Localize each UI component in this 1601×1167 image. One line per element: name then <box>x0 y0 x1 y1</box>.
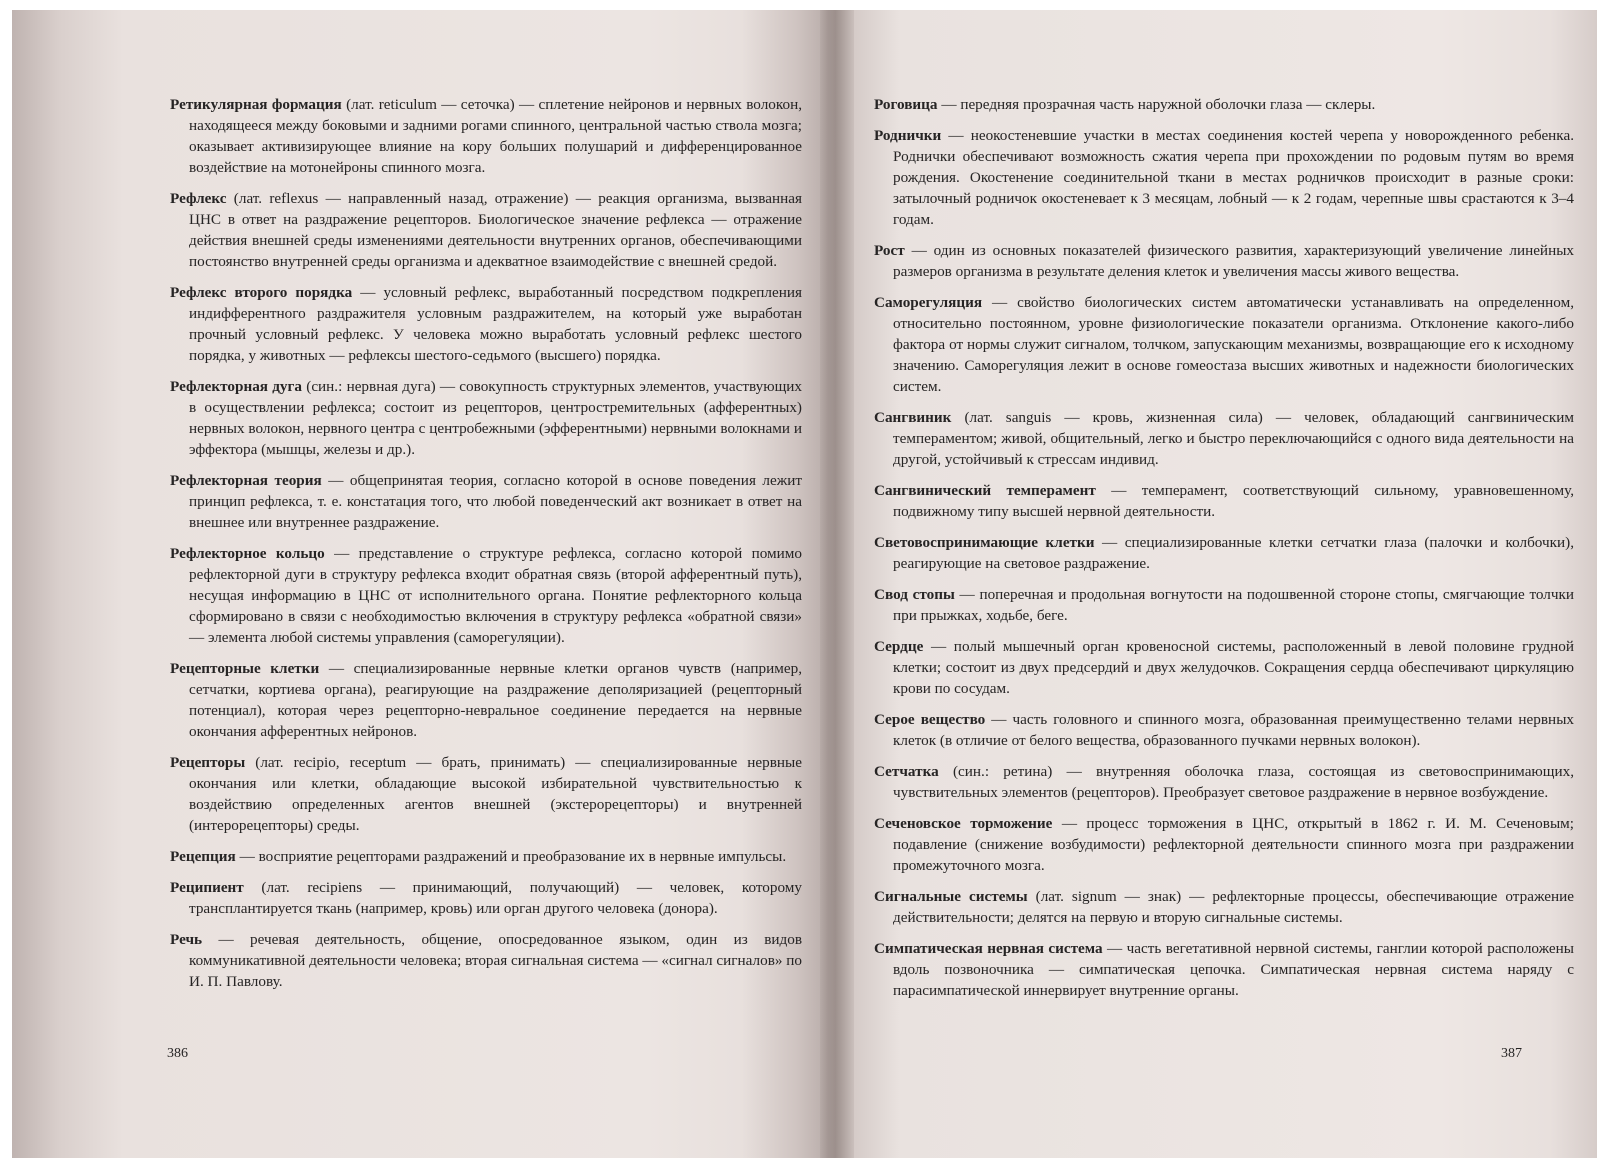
glossary-entry <box>874 813 1574 876</box>
entry-body: (лат. sanguis — кровь, жизненная сила) — человек, обладающий сангвиническим темпераментом; живой, общительный, легко и быстро переключающийся с одного вида деятельности на другой, устойчивый к стрессам индивид. <box>893 409 1574 468</box>
glossary-entry <box>170 470 802 533</box>
glossary-entry <box>170 376 802 460</box>
entry-body: — часть вегетативной нервной системы, ганглии которой расположены вдоль позвоночника — симпатическая цепочка. Симпатическая нервная система наряду с парасимпатической иннервирует внутренние органы. <box>893 940 1574 999</box>
entry-body: — свойство биологических систем автоматически устанавливать на определенном, относительно постоянном, уровне физиологические показатели организма. Отклонение какого-либо фактора от нормы служит сигналом, толчком, запускающим механизмы, возвращающие его к исходному значению. Саморегуляция лежит в основе гомеостаза высших животных и надежности биологических систем. <box>893 294 1574 395</box>
entry-body: (лат. recipiens — принимающий, получающий) — человек, которому трансплантируется ткань (например, кровь) или орган другого человека (донора). <box>189 879 802 917</box>
glossary-entry <box>874 240 1574 282</box>
page-number-right: 387 <box>1501 1046 1522 1061</box>
entry-body: — полый мышечный орган кровеносной системы, расположенный в левой половине грудной клетки; состоит из двух предсердий и двух желудочков. Сокращения сердца обеспечивают циркуляцию крови по сосудам. <box>893 638 1574 697</box>
entry-term: Рефлекс <box>170 190 227 207</box>
entry-term: Рецепторы <box>170 754 246 771</box>
entry-body: — условный рефлекс, выработанный посредством подкрепления индифферентного раздражителя условным раздражителем, на который уже выработан прочный условный рефлекс. У человека можно выработать условный рефлекс шестого порядка, у животных — рефлексы шестого-седьмого (высшего) порядка. <box>189 284 802 364</box>
entry-term: Рецепция <box>170 848 236 865</box>
entry-body: — неокостеневшие участки в местах соединения костей черепа у новорожденного ребенка. Роднички обеспечивают возможность сжатия черепа при прохождении по родовым путям во время рождения. Окостенение соединительной ткани в местах родничков происходит в разные сроки: затылочный родничок окостеневает к 3 месяцам, лобный — к 2 годам, черепные швы срастаются к 3–4 годам. <box>893 127 1574 228</box>
glossary-entry <box>170 929 802 992</box>
glossary-entry <box>874 636 1574 699</box>
glossary-entry <box>170 752 802 836</box>
entry-term: Сигнальные системы <box>874 888 1028 905</box>
entry-body: (син.: ретина) — внутренняя оболочка глаза, состоящая из световоспринимающих, чувствительных элементов (рецепторов). Преобразует световое раздражение в нервное возбуждение. <box>893 763 1574 801</box>
glossary-entry <box>874 761 1574 803</box>
right-page-column <box>874 94 1574 1011</box>
page-number-left: 386 <box>167 1046 188 1061</box>
entry-term: Световоспринимающие клетки <box>874 534 1095 551</box>
entry-body: (син.: нервная дуга) — совокупность структурных элементов, участвующих в осуществлении рефлекса; состоит из рецепторов, центростремительных (афферентных) нервных волокон, нервного центра с центробежными (эфферентными) нервными волокнами и эффектора (мышцы, железы и др.). <box>189 378 802 458</box>
entry-body: — темперамент, соответствующий сильному, уравновешенному, подвижному типу высшей нервной деятельности. <box>893 482 1574 520</box>
glossary-entry <box>874 886 1574 928</box>
glossary-entry <box>874 709 1574 751</box>
entry-body: — представление о структуре рефлекса, согласно которой помимо рефлекторной дуги в структуру рефлекса входит обратная связь (второй афферентный путь), несущая информацию в ЦНС от исполнительного органа. Понятие рефлекторного кольца сформировано в связи с необходимостью включения в структуру рефлекса «обратной связи» — элемента любой системы управления (саморегуляции). <box>189 545 802 646</box>
entry-term: Рост <box>874 242 905 259</box>
glossary-entry <box>170 188 802 272</box>
right-page <box>854 10 1597 1158</box>
entry-term: Роднички <box>874 127 942 144</box>
entry-body: — процесс торможения в ЦНС, открытый в 1862 г. И. М. Сеченовым; подавление (снижение возбудимости) рефлекторной деятельности спинного мозга при раздражении промежуточного мозга. <box>893 815 1574 874</box>
entry-term: Ретикулярная формация <box>170 96 342 113</box>
entry-term: Симпатическая нервная система <box>874 940 1103 957</box>
entry-term: Роговица <box>874 96 938 113</box>
glossary-entry <box>170 282 802 366</box>
glossary-entry <box>874 292 1574 397</box>
glossary-entry <box>170 846 802 867</box>
entry-body: — поперечная и продольная вогнутости на подошвенной стороне стопы, смягчающие толчки при прыжках, ходьбе, беге. <box>893 586 1575 624</box>
glossary-entry <box>170 877 802 919</box>
entry-body: — специализированные клетки сетчатки глаза (палочки и колбочки), реагирующие на световое раздражение. <box>893 534 1574 572</box>
entry-body: — передняя прозрачная часть наружной оболочки глаза — склеры. <box>937 96 1376 113</box>
left-page <box>12 10 832 1158</box>
glossary-entry <box>170 543 802 648</box>
left-page-column <box>170 94 802 1002</box>
entry-term: Рецепторные клетки <box>170 660 320 677</box>
glossary-entry <box>874 532 1574 574</box>
entry-term: Сангвиник <box>874 409 952 426</box>
entry-body: (лат. reflexus — направленный назад, отражение) — реакция организма, вызванная ЦНС в ответ на раздражение рецепторов. Биологическое значение рефлекса — отражение действия внешней среды изменениями деятельности внутренних органов, обеспечивающими постоянство внутренней среды организма и адекватное взаимодействие с внешней средой. <box>189 190 802 270</box>
entry-term: Свод стопы <box>874 586 955 603</box>
entry-term: Рефлекторная теория <box>170 472 322 489</box>
entry-body: — один из основных показателей физического развития, характеризующий увеличение линейных размеров организма в результате деления клеток и увеличения массы живого вещества. <box>893 242 1574 280</box>
entry-term: Сангвинический темперамент <box>874 482 1096 499</box>
glossary-entry <box>874 584 1574 626</box>
entry-body: (лат. signum — знак) — рефлекторные процессы, обеспечивающие отражение действительности; делятся на первую и вторую сигнальные системы. <box>893 888 1574 926</box>
entry-term: Рефлекторное кольцо <box>170 545 325 562</box>
entry-term: Речь <box>170 931 203 948</box>
entry-term: Серое вещество <box>874 711 986 728</box>
glossary-entry <box>170 94 802 178</box>
entry-term: Саморегуляция <box>874 294 983 311</box>
glossary-entry <box>874 125 1574 230</box>
entry-body: (лат. reticulum — сеточка) — сплетение нейронов и нервных волокон, находящееся между боковыми и задними рогами спинного, центральной частью ствола мозга; оказывает активизирующее влияние на кору больших полушарий и дифференцированное воздействие на мотонейроны спинного мозга. <box>189 96 802 176</box>
glossary-entry <box>874 480 1574 522</box>
glossary-entry <box>874 938 1574 1001</box>
entry-term: Реципиент <box>170 879 244 896</box>
entry-term: Рефлекторная дуга <box>170 378 303 395</box>
entry-term: Сетчатка <box>874 763 939 780</box>
entry-term: Сердце <box>874 638 924 655</box>
glossary-entry <box>170 658 802 742</box>
entry-body: — общепринятая теория, согласно которой в основе поведения лежит принцип рефлекса, т. е. констатация того, что любой поведенческий акт возникает в ответ на внешнее или внутреннее раздражение. <box>189 472 802 531</box>
glossary-entry <box>874 407 1574 470</box>
entry-body: — часть головного и спинного мозга, образованная преимущественно телами нервных клеток (в отличие от белого вещества, образованного пучками нервных волокон). <box>893 711 1574 749</box>
entry-body: — речевая деятельность, общение, опосредованное языком, один из видов коммуникативной деятельности человека; вторая сигнальная система — «сигнал сигналов» по И. П. Павлову. <box>189 931 802 990</box>
book-spread <box>12 10 1597 1158</box>
glossary-entry <box>874 94 1574 115</box>
entry-body: — специализированные нервные клетки органов чувств (например, сетчатки, кортиева органа), реагирующие на раздражение деполяризацией (рецепторный потенциал), которая через рецепторно-невральное соединение передается на нервные окончания афферентных нейронов. <box>189 660 803 740</box>
entry-body: — восприятие рецепторами раздражений и преобразование их в нервные импульсы. <box>235 848 787 865</box>
entry-body: (лат. recipio, receptum — брать, принимать) — специализированные нервные окончания или клетки, обладающие высокой избирательной чувствительностью к воздействию определенных агентов внешней (экстерорецепторы) и внутренней (интерорецепторы) среды. <box>189 754 802 834</box>
entry-term: Сеченовское торможение <box>874 815 1053 832</box>
entry-term: Рефлекс второго порядка <box>170 284 353 301</box>
